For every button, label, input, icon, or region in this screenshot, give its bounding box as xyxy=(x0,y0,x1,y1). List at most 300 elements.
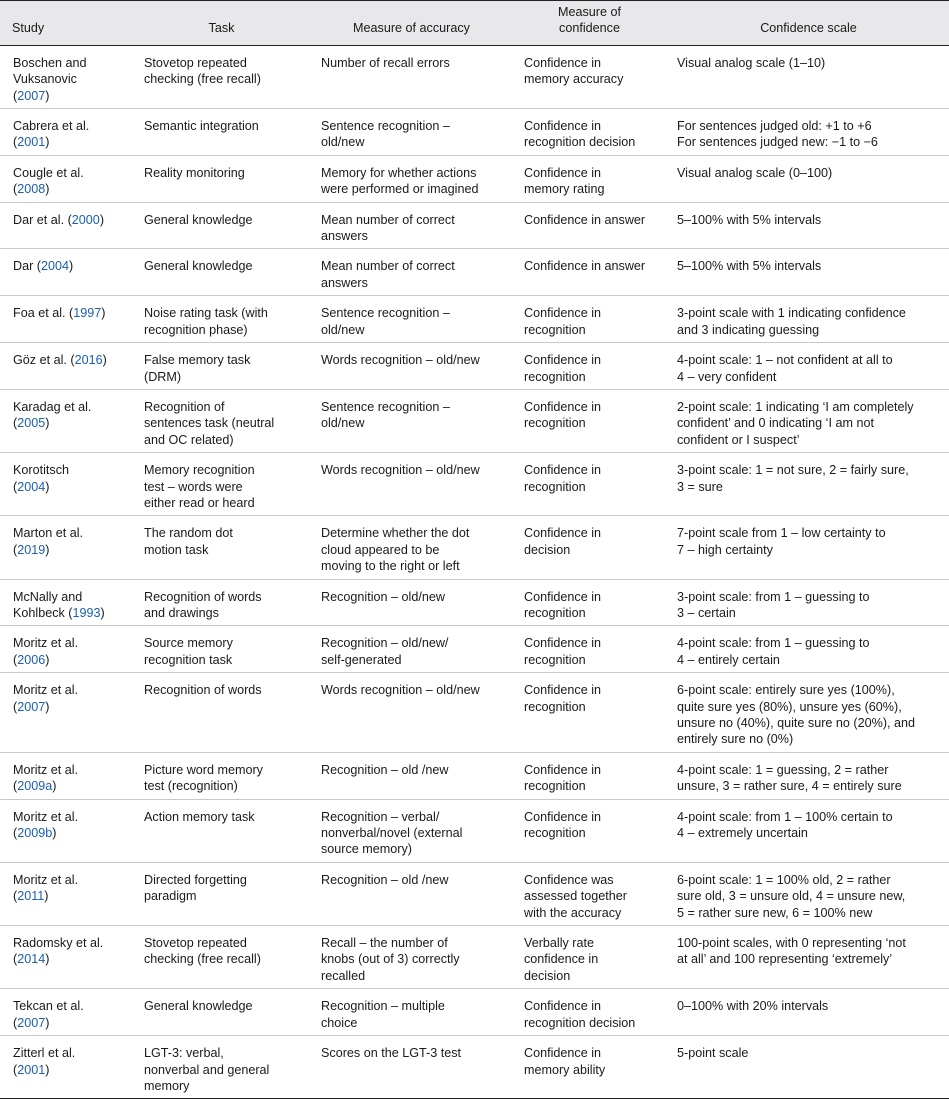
accuracy-line: choice xyxy=(321,1015,358,1030)
task-line: recognition task xyxy=(144,652,233,667)
scale-cell xyxy=(664,579,949,626)
study-line xyxy=(13,605,123,621)
citation-year-link[interactable]: 2004 xyxy=(41,259,70,274)
table-row xyxy=(0,45,949,108)
task-cell xyxy=(131,343,308,390)
study-text: Zitterl et al. xyxy=(13,1046,76,1061)
confidence-line: recognition xyxy=(524,652,586,667)
scale-cell xyxy=(664,1036,949,1099)
task-cell xyxy=(131,1036,308,1099)
confidence-line: recognition xyxy=(524,779,586,794)
table-header xyxy=(0,1,949,46)
task-line: Action memory task xyxy=(144,809,255,824)
citation-year-link[interactable]: 2001 xyxy=(17,135,46,150)
scale-line: unsure, 3 = rather sure, 4 = entirely sure xyxy=(677,779,902,794)
study-text: ( xyxy=(13,542,18,557)
confidence-line: Confidence in xyxy=(524,809,602,824)
study-line xyxy=(13,888,123,904)
study-line xyxy=(13,699,123,715)
table-row xyxy=(0,626,949,673)
accuracy-cell xyxy=(308,389,511,452)
scale-line: 4-point scale: 1 – not confident at all to xyxy=(677,353,893,368)
study-line xyxy=(13,1045,123,1061)
citation-year-link[interactable]: 1993 xyxy=(72,605,101,620)
citation-year-link[interactable]: 2007 xyxy=(17,88,46,103)
study-line xyxy=(13,998,123,1014)
accuracy-cell xyxy=(308,862,511,925)
study-line xyxy=(13,652,123,668)
accuracy-cell xyxy=(308,516,511,579)
confidence-line: Confidence in xyxy=(524,636,602,651)
study-text: Cougle et al. xyxy=(13,165,84,180)
confidence-cell xyxy=(511,579,664,626)
study-cell xyxy=(0,516,131,579)
task-cell xyxy=(131,45,308,108)
confidence-cell xyxy=(511,296,664,343)
scale-line: 3 = sure xyxy=(677,479,723,494)
study-text: Moritz et al. xyxy=(13,809,79,824)
header-text: Study xyxy=(12,21,45,36)
confidence-line: recognition xyxy=(524,605,586,620)
study-cell xyxy=(0,1036,131,1099)
study-text: Boschen and xyxy=(13,55,87,70)
task-line: nonverbal and general xyxy=(144,1062,270,1077)
scale-cell xyxy=(664,799,949,862)
task-line: Semantic integration xyxy=(144,119,259,134)
confidence-line: Confidence in xyxy=(524,589,602,604)
task-line: LGT-3: verbal, xyxy=(144,1046,224,1061)
study-line xyxy=(13,258,123,274)
confidence-cell xyxy=(511,673,664,753)
task-line: either read or heard xyxy=(144,495,255,510)
confidence-line: Confidence in xyxy=(524,119,602,134)
study-text: ( xyxy=(13,416,18,431)
scale-cell xyxy=(664,673,949,753)
scale-line: Visual analog scale (0–100) xyxy=(677,165,833,180)
task-cell xyxy=(131,202,308,249)
citation-year-link[interactable]: 2004 xyxy=(17,479,46,494)
study-line xyxy=(13,212,123,228)
accuracy-line: cloud appeared to be xyxy=(321,542,440,557)
study-text: ) xyxy=(69,259,74,274)
header-row xyxy=(0,1,949,46)
confidence-line: recognition decision xyxy=(524,1015,636,1030)
citation-year-link[interactable]: 2009b xyxy=(17,826,53,841)
confidence-cell xyxy=(511,799,664,862)
study-text: ) xyxy=(45,652,50,667)
confidence-line: memory ability xyxy=(524,1062,606,1077)
study-line xyxy=(13,462,123,478)
study-cell xyxy=(0,109,131,156)
task-cell xyxy=(131,579,308,626)
scale-line: For sentences judged new: −1 to −6 xyxy=(677,135,878,150)
confidence-line: Confidence in xyxy=(524,399,602,414)
citation-year-link[interactable]: 2006 xyxy=(17,652,46,667)
study-cell xyxy=(0,752,131,799)
study-text: ) xyxy=(45,542,50,557)
header-text: Measure of xyxy=(558,5,621,19)
task-line: test (recognition) xyxy=(144,779,238,794)
table-row xyxy=(0,155,949,202)
citation-year-link[interactable]: 2007 xyxy=(17,1015,46,1030)
study-text: ) xyxy=(52,826,57,841)
task-line: Recognition of xyxy=(144,399,225,414)
accuracy-line: old/new xyxy=(321,135,365,150)
confidence-cell xyxy=(511,389,664,452)
study-text: Korotitsch xyxy=(13,463,69,478)
scale-line: 7 – high certainty xyxy=(677,542,773,557)
confidence-line: Verbally rate xyxy=(524,936,595,951)
accuracy-line: Words recognition – old/new xyxy=(321,463,480,478)
scale-line: entirely sure no (0%) xyxy=(677,732,794,747)
confidence-line: decision xyxy=(524,968,571,983)
study-cell xyxy=(0,389,131,452)
accuracy-line: moving to the right or left xyxy=(321,559,460,574)
study-line xyxy=(13,399,123,415)
scale-cell xyxy=(664,109,949,156)
study-text: Cabrera et al. xyxy=(13,119,90,134)
accuracy-line: Recognition – old/new xyxy=(321,589,445,604)
study-line xyxy=(13,935,123,951)
table-row xyxy=(0,296,949,343)
study-text: ( xyxy=(13,182,18,197)
confidence-line: memory accuracy xyxy=(524,72,624,87)
task-cell xyxy=(131,989,308,1036)
task-cell xyxy=(131,155,308,202)
study-cell xyxy=(0,799,131,862)
confidence-line: recognition xyxy=(524,369,586,384)
scale-line: 3-point scale: from 1 – guessing to xyxy=(677,589,870,604)
scale-line: 4-point scale: 1 = guessing, 2 = rather xyxy=(677,762,889,777)
accuracy-cell xyxy=(308,249,511,296)
scale-line: 4 – extremely uncertain xyxy=(677,826,808,841)
study-line xyxy=(13,951,123,967)
study-line xyxy=(13,479,123,495)
study-text: Tekcan et al. xyxy=(13,999,84,1014)
citation-year-link[interactable]: 2016 xyxy=(74,353,103,368)
task-line: Recognition of words xyxy=(144,683,262,698)
study-cell xyxy=(0,673,131,753)
accuracy-line: Recognition – old /new xyxy=(321,872,449,887)
scale-line: sure old, 3 = unsure old, 4 = unsure new, xyxy=(677,889,906,904)
scale-cell xyxy=(664,45,949,108)
accuracy-cell xyxy=(308,155,511,202)
task-line: and OC related) xyxy=(144,432,234,447)
scale-line: 6-point scale: entirely sure yes (100%), xyxy=(677,683,895,698)
study-line xyxy=(13,1015,123,1031)
scale-cell xyxy=(664,989,949,1036)
study-text: ( xyxy=(13,135,18,150)
accuracy-cell xyxy=(308,453,511,516)
confidence-cell xyxy=(511,516,664,579)
study-line xyxy=(13,181,123,197)
task-line: checking (free recall) xyxy=(144,952,261,967)
accuracy-line: Mean number of correct xyxy=(321,259,455,274)
confidence-cell xyxy=(511,202,664,249)
header-text: confidence xyxy=(559,21,620,36)
scale-line: 5 = rather sure new, 6 = 100% new xyxy=(677,905,873,920)
study-line xyxy=(13,589,123,605)
citation-year-link[interactable]: 2014 xyxy=(17,952,46,967)
task-line: General knowledge xyxy=(144,999,253,1014)
scale-cell xyxy=(664,249,949,296)
study-cell xyxy=(0,579,131,626)
confidence-line: Confidence in xyxy=(524,1046,602,1061)
task-line: The random dot xyxy=(144,526,233,541)
confidence-cell xyxy=(511,45,664,108)
task-line: sentences task (neutral xyxy=(144,416,275,431)
confidence-line: Confidence in answer xyxy=(524,212,646,227)
task-line: False memory task xyxy=(144,353,251,368)
study-line xyxy=(13,88,123,104)
accuracy-cell xyxy=(308,45,511,108)
study-text: Göz et al. ( xyxy=(13,353,75,368)
task-cell xyxy=(131,249,308,296)
confidence-line: assessed together xyxy=(524,889,627,904)
task-line: memory xyxy=(144,1078,190,1093)
task-cell xyxy=(131,516,308,579)
accuracy-line: Recognition – verbal/ xyxy=(321,809,440,824)
scale-line: at all’ and 100 representing ‘extremely’ xyxy=(677,952,893,967)
citation-year-link[interactable]: 1997 xyxy=(73,306,102,321)
accuracy-line: Mean number of correct xyxy=(321,212,455,227)
scale-line: confident’ and 0 indicating ‘I am not xyxy=(677,416,874,431)
scale-line: 5–100% with 5% intervals xyxy=(677,259,822,274)
table-row xyxy=(0,249,949,296)
confidence-line: Confidence in answer xyxy=(524,259,646,274)
study-text: Radomsky et al. xyxy=(13,936,104,951)
confidence-cell xyxy=(511,109,664,156)
scale-line: 4-point scale: from 1 – guessing to xyxy=(677,636,870,651)
study-text: ) xyxy=(101,306,106,321)
citation-year-link[interactable]: 2000 xyxy=(71,212,100,227)
confidence-cell xyxy=(511,343,664,390)
table-row xyxy=(0,673,949,753)
task-line: General knowledge xyxy=(144,259,253,274)
table-row xyxy=(0,799,949,862)
accuracy-line: Sentence recognition – xyxy=(321,399,450,414)
task-line: (DRM) xyxy=(144,369,182,384)
confidence-line: recognition xyxy=(524,322,586,337)
accuracy-cell xyxy=(308,202,511,249)
citation-year-link[interactable]: 2001 xyxy=(17,1062,46,1077)
table-row xyxy=(0,1036,949,1099)
study-text: ) xyxy=(102,353,107,368)
table-row xyxy=(0,202,949,249)
accuracy-cell xyxy=(308,673,511,753)
study-line xyxy=(13,305,123,321)
scale-line: 4 – very confident xyxy=(677,369,777,384)
study-cell xyxy=(0,926,131,989)
scale-line: Visual analog scale (1–10) xyxy=(677,55,826,70)
header-scale xyxy=(664,1,949,46)
study-text: ( xyxy=(13,826,18,841)
task-line: and drawings xyxy=(144,605,219,620)
study-line xyxy=(13,118,123,134)
accuracy-line: answers xyxy=(321,229,368,244)
study-line xyxy=(13,525,123,541)
accuracy-cell xyxy=(308,799,511,862)
confidence-line: Confidence in xyxy=(524,999,602,1014)
table-row xyxy=(0,343,949,390)
confidence-cell xyxy=(511,249,664,296)
accuracy-line: knobs (out of 3) correctly xyxy=(321,952,460,967)
confidence-cell xyxy=(511,989,664,1036)
task-line: Memory recognition xyxy=(144,463,255,478)
study-text: ) xyxy=(44,889,49,904)
accuracy-line: nonverbal/novel (external xyxy=(321,826,463,841)
citation-year-link[interactable]: 2011 xyxy=(17,889,45,904)
study-cell xyxy=(0,343,131,390)
study-line xyxy=(13,825,123,841)
citation-year-link[interactable]: 2007 xyxy=(17,699,46,714)
scale-line: 3 – certain xyxy=(677,605,736,620)
study-text: ( xyxy=(13,779,18,794)
accuracy-line: Sentence recognition – xyxy=(321,119,450,134)
scale-cell xyxy=(664,926,949,989)
confidence-cell xyxy=(511,1036,664,1099)
study-text: Kohlbeck ( xyxy=(13,605,73,620)
accuracy-line: recalled xyxy=(321,968,366,983)
table-row xyxy=(0,989,949,1036)
scale-cell xyxy=(664,389,949,452)
study-text: Moritz et al. xyxy=(13,872,79,887)
scale-line: 0–100% with 20% intervals xyxy=(677,999,829,1014)
study-text: ) xyxy=(100,605,105,620)
accuracy-line: Recognition – old/new/ xyxy=(321,636,449,651)
task-cell xyxy=(131,799,308,862)
scale-cell xyxy=(664,343,949,390)
accuracy-cell xyxy=(308,296,511,343)
study-text: Foa et al. ( xyxy=(13,306,74,321)
task-line: Noise rating task (with xyxy=(144,306,268,321)
confidence-line: recognition decision xyxy=(524,135,636,150)
task-line: checking (free recall) xyxy=(144,72,261,87)
confidence-line: Confidence in xyxy=(524,165,602,180)
study-cell xyxy=(0,45,131,108)
accuracy-line: old/new xyxy=(321,322,365,337)
citation-year-link[interactable]: 2008 xyxy=(17,182,46,197)
confidence-line: Confidence in xyxy=(524,353,602,368)
confidence-line: Confidence in xyxy=(524,55,602,70)
table-row xyxy=(0,109,949,156)
citation-year-link[interactable]: 2005 xyxy=(17,416,46,431)
table-row xyxy=(0,926,949,989)
study-line xyxy=(13,809,123,825)
scale-line: 7-point scale from 1 – low certainty to xyxy=(677,526,886,541)
scale-line: 3-point scale: 1 = not sure, 2 = fairly sure, xyxy=(677,463,909,478)
scale-cell xyxy=(664,516,949,579)
confidence-line: Confidence in xyxy=(524,683,602,698)
confidence-line: confidence in xyxy=(524,952,599,967)
confidence-line: decision xyxy=(524,542,571,557)
study-text: ) xyxy=(45,416,50,431)
task-cell xyxy=(131,109,308,156)
scale-line: 4 – entirely certain xyxy=(677,652,780,667)
study-cell xyxy=(0,626,131,673)
accuracy-cell xyxy=(308,989,511,1036)
study-line xyxy=(13,872,123,888)
scale-line: 3-point scale with 1 indicating confidence xyxy=(677,306,906,321)
study-text: Moritz et al. xyxy=(13,683,79,698)
task-line: Picture word memory xyxy=(144,762,263,777)
scale-line: confident or I suspect’ xyxy=(677,432,800,447)
task-cell xyxy=(131,453,308,516)
scale-line: unsure no (40%), quite sure no (20%), and xyxy=(677,716,916,730)
accuracy-cell xyxy=(308,579,511,626)
confidence-line: Confidence was xyxy=(524,872,614,887)
confidence-cell xyxy=(511,926,664,989)
task-cell xyxy=(131,862,308,925)
confidence-line: recognition xyxy=(524,479,586,494)
confidence-cell xyxy=(511,453,664,516)
study-line xyxy=(13,55,123,71)
task-cell xyxy=(131,296,308,343)
study-text: ( xyxy=(13,479,18,494)
study-text: ) xyxy=(45,952,50,967)
accuracy-line: Words recognition – old/new xyxy=(321,353,480,368)
study-text: ) xyxy=(99,212,105,227)
task-cell xyxy=(131,926,308,989)
scale-line: quite sure yes (80%), unsure yes (60%), xyxy=(677,699,902,714)
citation-year-link[interactable]: 2019 xyxy=(17,542,46,557)
study-cell xyxy=(0,202,131,249)
task-line: Stovetop repeated xyxy=(144,55,247,70)
accuracy-cell xyxy=(308,1036,511,1099)
table-row xyxy=(0,752,949,799)
accuracy-line: Recognition – multiple xyxy=(321,999,445,1014)
accuracy-line: Number of recall errors xyxy=(321,55,450,70)
scale-cell xyxy=(664,202,949,249)
study-line xyxy=(13,165,123,181)
study-text: ( xyxy=(13,88,18,103)
study-text: ) xyxy=(52,779,57,794)
study-text: ( xyxy=(13,952,18,967)
study-text: ) xyxy=(45,182,50,197)
accuracy-line: Words recognition – old/new xyxy=(321,683,480,698)
study-text: Vuksanovic xyxy=(13,72,77,87)
scale-line: For sentences judged old: +1 to +6 xyxy=(677,119,872,134)
study-text: ) xyxy=(45,1015,50,1030)
task-line: Source memory xyxy=(144,636,233,651)
task-cell xyxy=(131,626,308,673)
accuracy-line: Determine whether the dot xyxy=(321,526,470,541)
confidence-line: Confidence in xyxy=(524,463,602,478)
scale-cell xyxy=(664,453,949,516)
table-row xyxy=(0,516,949,579)
confidence-line: Confidence in xyxy=(524,762,602,777)
confidence-line: Confidence in xyxy=(524,526,602,541)
accuracy-line: Recall – the number of xyxy=(321,936,448,951)
accuracy-line: source memory) xyxy=(321,842,412,857)
accuracy-line: were performed or imagined xyxy=(321,182,479,197)
study-line xyxy=(13,71,123,87)
scale-line: and 3 indicating guessing xyxy=(677,322,820,337)
study-cell xyxy=(0,989,131,1036)
header-study xyxy=(0,1,131,46)
citation-year-link[interactable]: 2009a xyxy=(17,779,53,794)
task-cell xyxy=(131,673,308,753)
task-line: General knowledge xyxy=(144,212,253,227)
study-line xyxy=(13,134,123,150)
study-line xyxy=(13,635,123,651)
task-line: Directed forgetting xyxy=(144,872,247,887)
table-row xyxy=(0,453,949,516)
study-text: Moritz et al. xyxy=(13,636,79,651)
study-text: ) xyxy=(45,135,50,150)
task-line: Recognition of words xyxy=(144,589,262,604)
header-text: Task xyxy=(208,21,235,36)
